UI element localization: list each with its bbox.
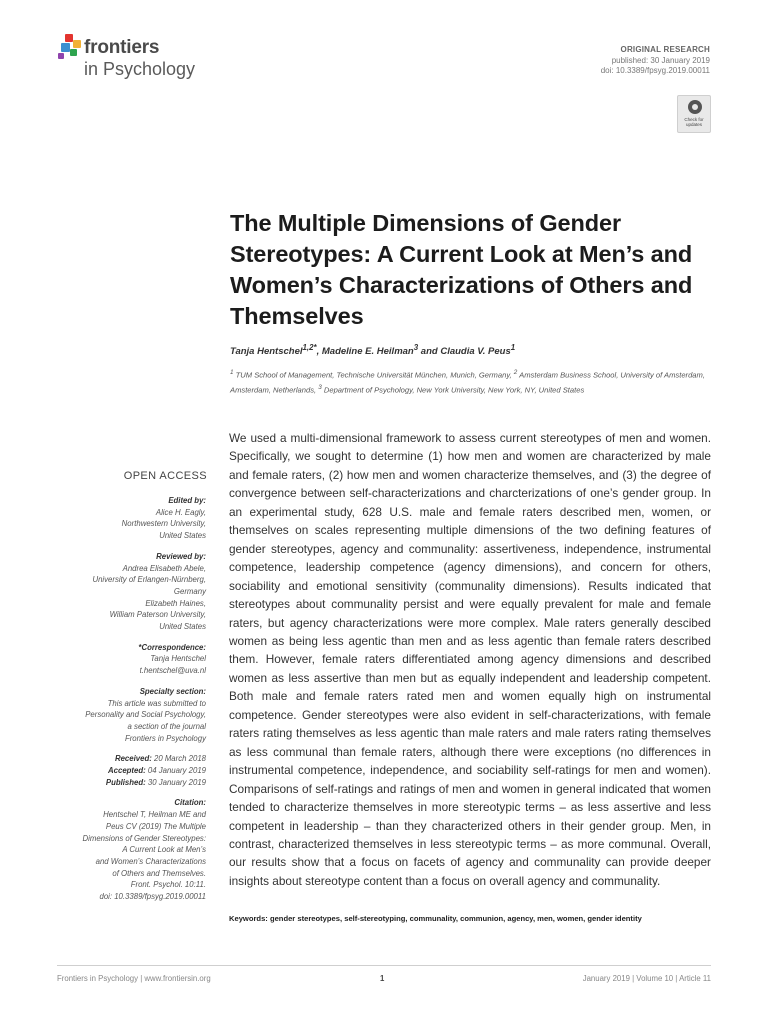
edited-by-block: Edited by: Alice H. Eagly, Northwestern University, United States [121, 496, 206, 541]
article-meta [601, 45, 710, 77]
correspondence-email[interactable]: t.hentschel@uva.nl [139, 666, 206, 676]
check-for-updates-label: Check for updates [684, 117, 704, 127]
author-name[interactable]: Claudia V. Peus [440, 346, 511, 358]
article-title: The Multiple Dimensions of Gender Stereotypes: A Current Look at Men’s and Women’s Characterizations of Others and Themselves [230, 210, 693, 329]
reviewed-by-block: Reviewed by: Andrea Elisabeth Abele, University of Erlangen-Nürnberg, Germany Elizabeth Haines, William Paterson University, United States [92, 551, 206, 632]
keywords-label: Keywords: [229, 914, 268, 923]
citation-doi[interactable]: doi: 10.3389/fpsyg.2019.00011 [99, 892, 206, 902]
affiliations: $^1$ TUM School of Management, Technische Universität München, Munich, Germany, $^2$ Amsterdam Business School, University of Amsterdam, Amsterdam, Netherlands, $^3$ Department of Psychology, New York University, New York, NY, United States [230, 369, 705, 395]
citation-block: Citation: Hentschel T, Heilman ME and Peus CV (2019) The Multiple Dimensions of Gender Stereotypes: A Current Look at Men’s and Women’s Characterizations of Others and Themselves. Front. Psychol. 10:11. doi: 10.3389/fpsyg.2019.00011 [40, 797, 206, 902]
footer-journal-link[interactable]: Frontiers in Psychology | www.frontiersin.org [57, 974, 211, 983]
logo-text-frontiers: frontiers [84, 37, 160, 58]
author-separator: , [316, 346, 322, 358]
author-name[interactable]: Madeline E. Heilman [321, 346, 414, 358]
logo-square-red [65, 34, 73, 42]
crossmark-icon [688, 100, 702, 114]
author-affiliation-mark: 3 [413, 343, 419, 352]
specialty-section-block: Specialty section: This article was submitted to Personality and Social Psychology, a section of the journal Frontiers in Psychology [85, 686, 206, 743]
journal-logo[interactable] [58, 34, 258, 82]
logo-square-blue [61, 43, 70, 52]
article-type: ORIGINAL RESEARCH [620, 45, 710, 54]
article-sidebar [40, 495, 206, 912]
author-affiliation-mark: 1,2* [302, 343, 317, 352]
page-number: 1 [380, 974, 385, 983]
abstract-text: We used a multi-dimensional framework to assess current stereotypes of men and women. Specifically, we sought to determine (1) how men and women are characterized by male and female raters, (2) how men and women characterize themselves, and (3) the degree of convergence between self-characterizations and charcterizations of one’s gender group. In an experimental study, 628 U.S. male and female raters described men, women, or themselves on scales representing multiple dimensions of the two defining features of gender stereotypes, agency and communality: assertiveness, independence, instrumental competence, leadership competence (agency dimensions), and concern for others, sociability and emotional sensitivity (communality dimensions). Results indicated that stereotypes about communality persist and were equally prevalent for male and female raters, but agency characterizations were more complex. Male raters generally descibed women as being less agentic than men and as less agentic than female raters described them. However, female raters differentiated among agency dimensions and described women as less assertive than men but as equally independent and leadership competent. Both male and female raters rated men and women equally high on instrumental competence. Gender stereotypes were also evident in self-characterizations, with female raters rating themselves as less agentic than male raters and male raters rating themselves as less communal than female raters, although there were exceptions (no differences in instrumental competence, independence, and sociability self-ratings for men and women). Comparisons of self-ratings and ratings of men and women in general indicated that women tended to characterize themselves in more stereotypic terms – as less assertive and less competent in leadership – than they characterized others in their gender group. Men, in contrast, characterized themselves in less stereotypic terms – as more communal. Overall, our results show that a focus on facets of agency and communality can provide deeper insights about stereotype content than a focus on overall agency and communality. [229, 431, 711, 888]
correspondence-block: *Correspondence: Tanja Hentschel t.hentschel@uva.nl [40, 642, 206, 677]
footer-divider [57, 965, 711, 966]
author-list [230, 343, 710, 357]
check-for-updates-badge[interactable] [677, 95, 711, 133]
logo-text-journal: in Psychology [84, 59, 196, 79]
article-doi[interactable]: doi: 10.3389/fpsyg.2019.00011 [600, 66, 710, 75]
frontiers-logo-icon [58, 34, 84, 60]
logo-square-yellow [73, 40, 81, 48]
author-separator: and [418, 346, 441, 358]
keywords [229, 913, 711, 925]
dates-block: Received: 20 March 2018 Accepted: 04 January 2019 Published: 30 January 2019 [105, 754, 206, 787]
author-name[interactable]: Tanja Hentschel [230, 346, 303, 358]
keywords-list: gender stereotypes, self-stereotyping, communality, communion, agency, men, women, gender identity [267, 914, 642, 923]
open-access-label: OPEN ACCESS [123, 470, 207, 482]
footer-issue-info: January 2019 | Volume 10 | Article 11 [582, 974, 711, 983]
logo-square-green [70, 49, 77, 56]
logo-square-purple [58, 53, 64, 59]
published-date: published: 30 January 2019 [611, 55, 710, 65]
author-affiliation-mark: 1 [510, 343, 516, 352]
